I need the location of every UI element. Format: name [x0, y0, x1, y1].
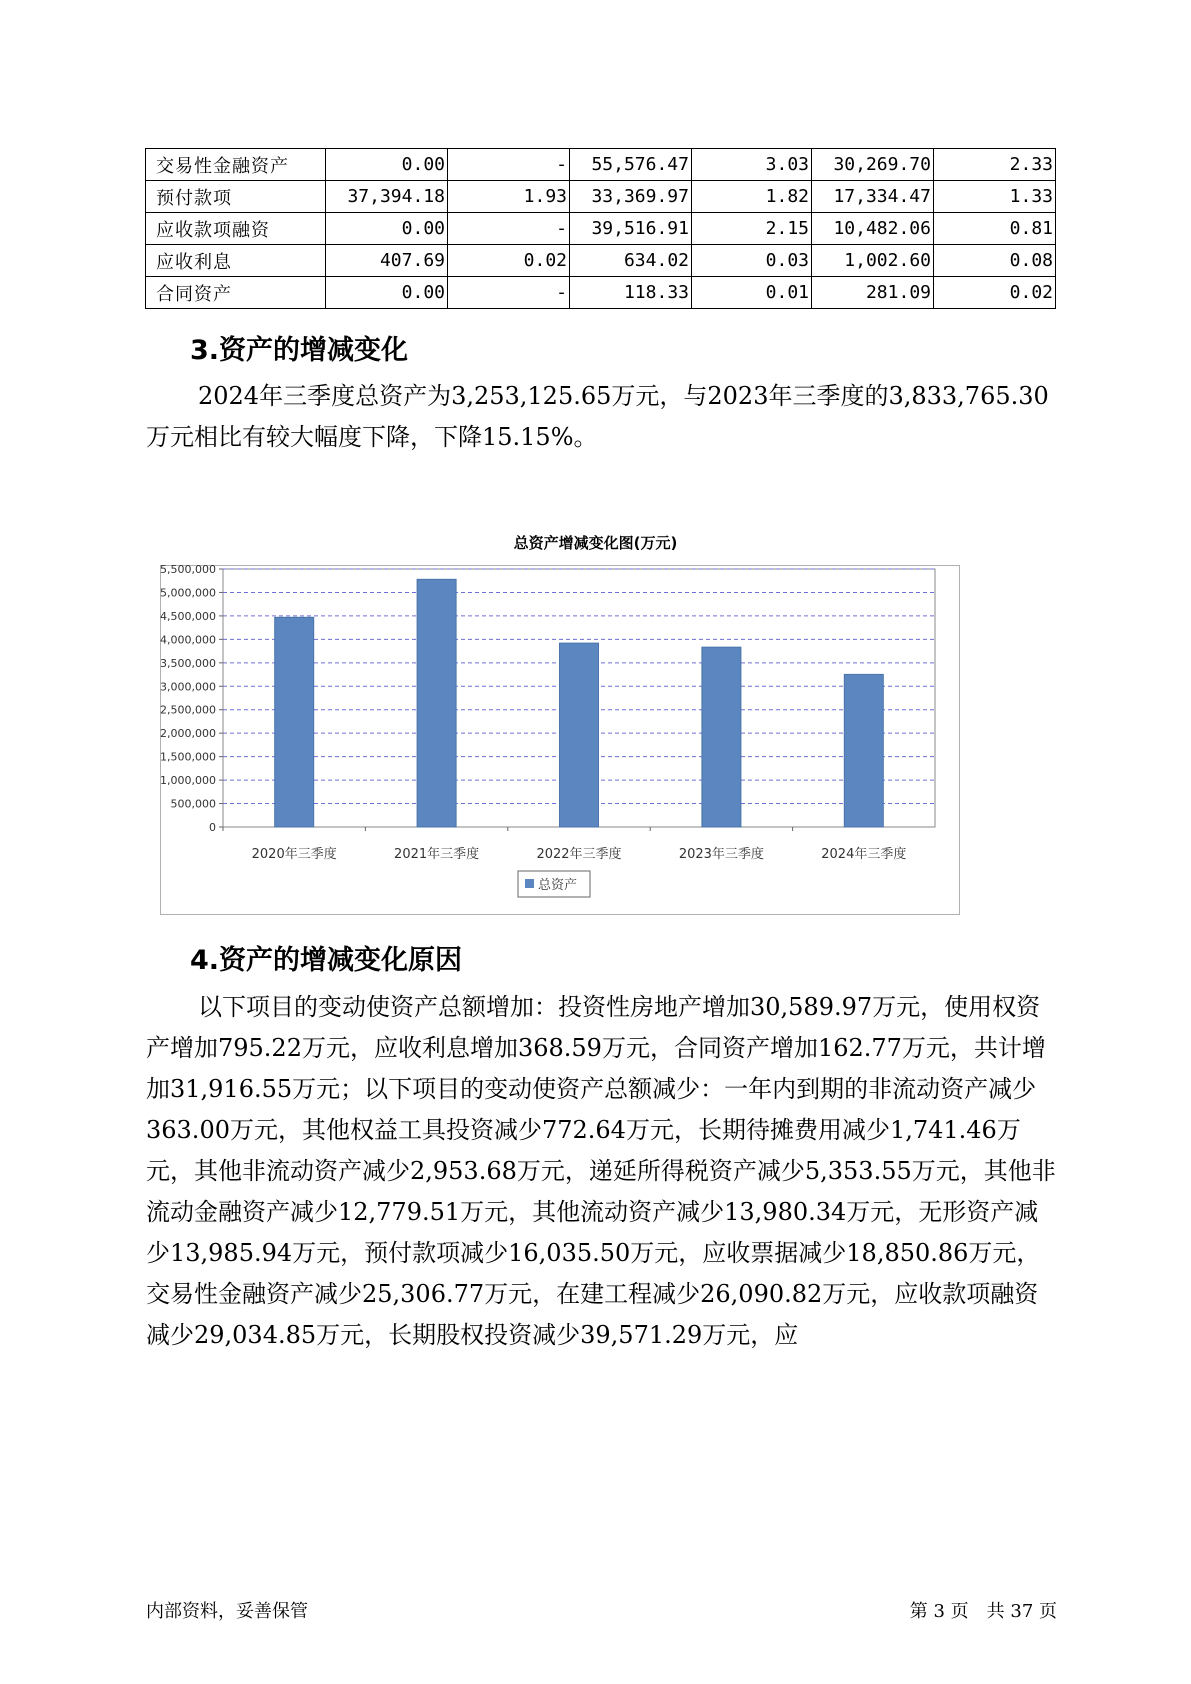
table-row	[146, 245, 1056, 277]
row-label: 预付款项	[146, 181, 326, 213]
table-cell: 1,002.60	[812, 245, 934, 277]
table-cell: 0.08	[934, 245, 1056, 277]
table-cell: -	[448, 213, 570, 245]
table-cell: 37,394.18	[326, 181, 448, 213]
table-cell: 0.81	[934, 213, 1056, 245]
y-tick-label: 1,000,000	[160, 774, 216, 788]
table-cell: 2.15	[692, 213, 812, 245]
table-row	[146, 149, 1056, 181]
y-tick-label: 3,000,000	[160, 680, 216, 694]
x-tick-label: 2020年三季度	[251, 847, 337, 862]
table-cell: 634.02	[570, 245, 692, 277]
table-cell: 39,516.91	[570, 213, 692, 245]
y-tick-label: 0	[209, 821, 216, 834]
table-cell: 2.33	[934, 149, 1056, 181]
y-tick-label: 4,000,000	[160, 633, 216, 647]
table-cell: 0.01	[692, 277, 812, 309]
table-cell: 0.00	[326, 277, 448, 309]
legend-label: 总资产	[538, 878, 578, 893]
table-cell: 17,334.47	[812, 181, 934, 213]
y-tick-label: 5,500,000	[160, 565, 216, 576]
table-cell: 33,369.97	[570, 181, 692, 213]
table-row	[146, 213, 1056, 245]
footer-left: 内部资料，妥善保管	[146, 1601, 308, 1622]
bar	[844, 674, 883, 827]
footer-page-number: 第 3 页 共 37 页	[909, 1601, 1057, 1622]
y-tick-label: 500,000	[170, 797, 216, 811]
table-row	[146, 181, 1056, 213]
row-label: 应收款项融资	[146, 213, 326, 245]
y-tick-label: 4,500,000	[160, 609, 216, 623]
bar	[275, 617, 314, 827]
table-cell: -	[448, 277, 570, 309]
table-row	[146, 277, 1056, 309]
bar	[702, 647, 741, 827]
x-tick-label: 2021年三季度	[394, 847, 480, 862]
section3-paragraph: 2024年三季度总资产为3,253,125.65万元，与2023年三季度的3,833,765.30万元相比有较大幅度下降，下降15.15%。	[146, 382, 1049, 451]
asset-table	[145, 148, 1056, 309]
y-tick-label: 2,000,000	[160, 727, 216, 741]
row-label: 应收利息	[146, 245, 326, 277]
table-cell: 0.00	[326, 149, 448, 181]
chart-title: 总资产增减变化图(万元)	[513, 534, 678, 552]
y-tick-label: 5,000,000	[160, 586, 216, 600]
section4-paragraph: 以下项目的变动使资产总额增加：投资性房地产增加30,589.97万元，使用权资产增加795.22万元，应收利息增加368.59万元，合同资产增加162.77万元，共计增加31,916.55万元；以下项目的变动使资产总额减少：一年内到期的非流动资产减少363.00万元，其他权益工具投资减少772.64万元，长期待摊费用减少1,741.46万元，其他非流动资产减少2,953.68万元，递延所得税资产减少5,353.55万元，其他非流动金融资产减少12,779.51万元，其他流动资产减少13,980.34万元，无形资产减少13,985.94万元，预付款项减少16,035.50万元，应收票据减少18,850.86万元，交易性金融资产减少25,306.77万元，在建工程减少26,090.82万元，应收款项融资减少29,034.85万元，长期股权投资减少39,571.29万元，应	[146, 993, 1056, 1349]
bar	[560, 643, 599, 827]
table-cell: 0.02	[448, 245, 570, 277]
table-cell: 0.02	[934, 277, 1056, 309]
section4-heading: 4.资产的增减变化原因	[190, 945, 463, 976]
y-tick-label: 2,500,000	[160, 703, 216, 717]
bar	[417, 579, 456, 827]
table-cell: 1.82	[692, 181, 812, 213]
table-cell: 3.03	[692, 149, 812, 181]
table-cell: 407.69	[326, 245, 448, 277]
x-tick-label: 2023年三季度	[678, 847, 764, 862]
table-cell: 0.03	[692, 245, 812, 277]
legend-swatch	[525, 879, 534, 888]
x-tick-label: 2022年三季度	[536, 847, 622, 862]
table-cell: -	[448, 149, 570, 181]
table-cell: 30,269.70	[812, 149, 934, 181]
row-label: 交易性金融资产	[146, 149, 326, 181]
table-cell: 1.33	[934, 181, 1056, 213]
table-cell: 281.09	[812, 277, 934, 309]
table-cell: 10,482.06	[812, 213, 934, 245]
y-tick-label: 3,500,000	[160, 656, 216, 670]
table-cell: 1.93	[448, 181, 570, 213]
total-assets-bar-chart	[160, 565, 960, 915]
table-cell: 118.33	[570, 277, 692, 309]
row-label: 合同资产	[146, 277, 326, 309]
section3-heading: 3.资产的增减变化	[190, 335, 409, 366]
y-tick-label: 1,500,000	[160, 750, 216, 764]
x-tick-label: 2024年三季度	[821, 847, 907, 862]
table-cell: 0.00	[326, 213, 448, 245]
table-cell: 55,576.47	[570, 149, 692, 181]
